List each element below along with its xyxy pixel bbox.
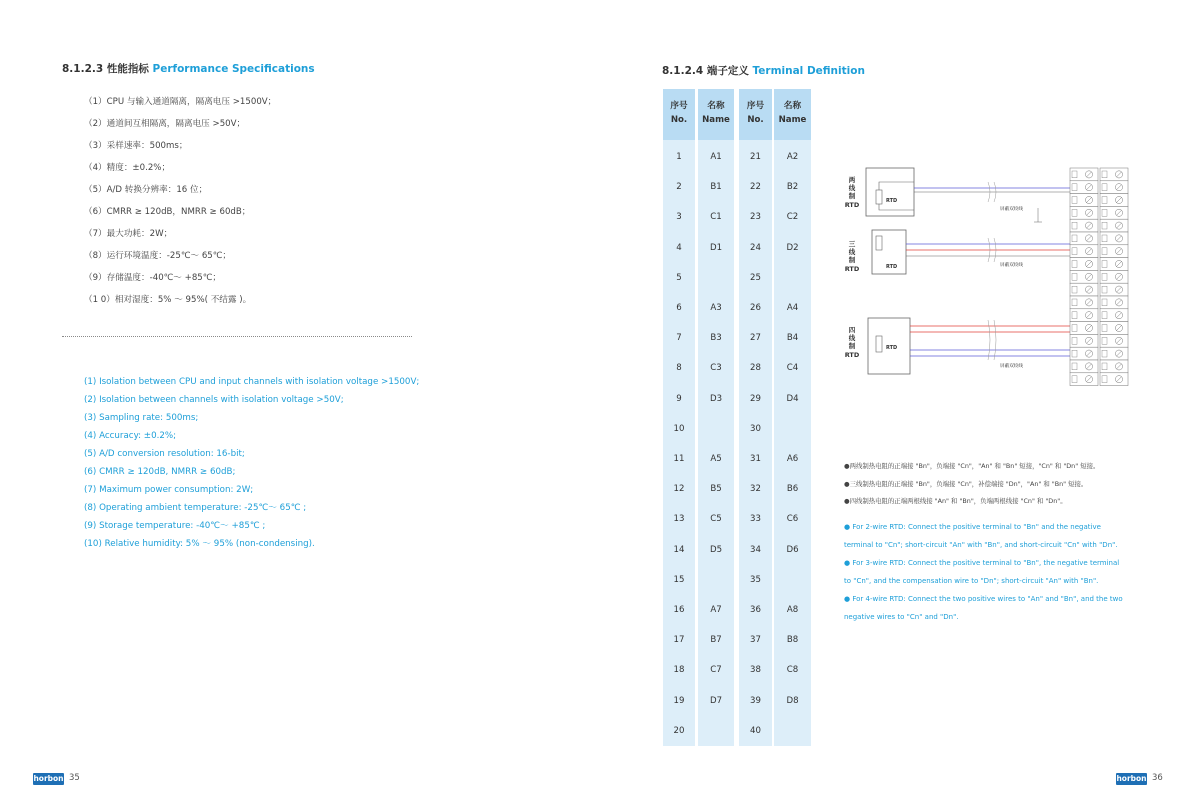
- table-cell-no: 5: [676, 272, 682, 283]
- divider: [62, 336, 412, 337]
- table-cell-no: 20: [673, 725, 685, 736]
- table-cell-name: D4: [786, 393, 799, 404]
- title-cn: 8.1.2.3 性能指标: [62, 63, 149, 75]
- spec-item-cn: （7）最大功耗：2W；: [84, 229, 173, 239]
- label-4wire-rtd: RTD: [844, 351, 860, 359]
- svg-text:屏蔽双绞线: 屏蔽双绞线: [1000, 263, 1023, 268]
- table-cell-no: 32: [750, 484, 761, 495]
- svg-text:屏蔽双绞线: 屏蔽双绞线: [1000, 364, 1023, 369]
- table-cell-no: 34: [750, 544, 761, 555]
- terminal-table: [663, 89, 811, 746]
- spec-item-en: (10) Relative humidity: 5% ～ 95% (non-condensing).: [84, 539, 315, 549]
- wires-4wire: [910, 320, 1070, 369]
- spec-list-en: [84, 373, 444, 553]
- table-cell-name: A3: [710, 303, 722, 313]
- title-cn: 8.1.2.4 端子定义: [662, 65, 749, 77]
- table-cell-no: 38: [750, 665, 761, 676]
- table-cell-name: [698, 716, 734, 746]
- table-cell-no: 16: [673, 605, 685, 615]
- table-cell-no: 40: [750, 725, 761, 736]
- spec-item-cn: （4）精度：±0.2%；: [84, 163, 171, 173]
- table-cell-name: A2: [786, 152, 799, 162]
- table-cell-name: D2: [786, 242, 799, 253]
- terminal-block: [1070, 168, 1128, 386]
- table-cell-name: C5: [710, 514, 722, 525]
- table-cell-name: [774, 565, 811, 595]
- table-header-no: 序号 No.: [739, 89, 772, 140]
- table-cell-name: C8: [786, 665, 799, 676]
- table-cell-name: B3: [710, 333, 722, 344]
- label-4wire-cn: 四: [848, 326, 856, 334]
- table-cell-name: C3: [710, 363, 722, 374]
- table-cell-no: 30: [750, 423, 761, 434]
- spec-item-cn: （6）CMRR ≥ 120dB，NMRR ≥ 60dB；: [84, 207, 251, 217]
- label-3wire-cn: 三: [848, 240, 856, 248]
- spec-item-en: (4) Accuracy: ±0.2%;: [84, 431, 177, 441]
- table-cell-no: 28: [750, 363, 761, 374]
- table-cell-name: C1: [710, 212, 722, 223]
- table-cell-no: 33: [750, 514, 761, 525]
- table-cell-no: 9: [676, 393, 682, 404]
- title-en: Terminal Definition: [752, 65, 865, 77]
- label-2wire-rtd: RTD: [844, 201, 860, 209]
- table-cell-name: C7: [710, 665, 722, 676]
- svg-text:RTD: RTD: [886, 264, 898, 270]
- svg-text:线: 线: [848, 248, 856, 256]
- table-cell-no: 8: [676, 363, 682, 374]
- table-cell-name: [774, 716, 811, 746]
- spec-item-cn: （8）运行环境温度：-25℃～ 65℃；: [84, 251, 232, 261]
- table-cell-no: 35: [750, 574, 761, 585]
- table-cell-no: 21: [750, 152, 761, 162]
- spec-item-cn: （3）采样速率：500ms；: [84, 141, 188, 151]
- label-2wire-cn: 两: [848, 176, 856, 184]
- wiring-notes-cn: [844, 458, 1099, 511]
- note-en: ● For 2-wire RTD: Connect the positive terminal to "Bn" and the negative: [844, 523, 1101, 531]
- table-cell-name: A4: [786, 303, 799, 313]
- svg-text:RTD: RTD: [886, 345, 898, 351]
- table-cell-no: 23: [750, 212, 761, 223]
- rtd-sensor-3wire: [872, 230, 906, 274]
- wires-2wire: [914, 182, 1070, 222]
- table-cell-no: 1: [676, 152, 682, 162]
- table-cell-no: 3: [676, 212, 682, 223]
- table-cell-no: 4: [676, 242, 682, 253]
- table-header-no: 序号 No.: [663, 89, 695, 140]
- table-cell-name: C6: [786, 514, 799, 525]
- table-cell-no: 13: [673, 514, 685, 525]
- table-cell-no: 24: [750, 242, 761, 253]
- table-cell-name: A7: [710, 605, 722, 615]
- table-cell-name: D8: [786, 695, 799, 706]
- table-cell-name: D3: [709, 393, 723, 404]
- table-cell-name: [698, 263, 734, 293]
- table-cell-name: A8: [786, 605, 799, 615]
- section-title-terminal: [662, 63, 865, 78]
- table-cell-name: [774, 414, 811, 444]
- table-cell-no: 2: [676, 182, 682, 193]
- table-cell-no: 37: [750, 635, 761, 646]
- spec-item-cn: （9）存储温度：-40℃～ +85℃；: [84, 273, 222, 283]
- note-cn: ●三线制热电阻的正端接 "Bn"，负端接 "Cn"，补偿端接 "Dn"，"An" 和 "Bn" 短接。: [844, 479, 1088, 488]
- table-cell-no: 10: [673, 423, 685, 434]
- spec-item-cn: （2）通道间互相隔离，隔离电压 >50V；: [84, 119, 246, 129]
- svg-text:RTD: RTD: [886, 198, 898, 204]
- note-en: negative wires to "Cn" and "Dn".: [844, 613, 959, 621]
- table-cell-name: B8: [786, 635, 799, 646]
- table-cell-name: [774, 263, 811, 293]
- table-cell-name: C2: [786, 212, 799, 223]
- table-cell-name: D7: [709, 695, 723, 706]
- table-cell-no: 6: [676, 303, 682, 313]
- spec-list-cn: [84, 91, 414, 311]
- table-cell-no: 27: [750, 333, 761, 344]
- brand-logo: horbon: [1116, 774, 1147, 783]
- note-cn: ●两线制热电阻的正端接 "Bn"，负端接 "Cn"，"An" 和 "Bn" 短接，"Cn" 和 "Dn" 短接。: [844, 462, 1100, 470]
- wires-3wire: [906, 238, 1070, 268]
- table-cell-no: 18: [673, 665, 685, 676]
- table-cell-no: 25: [750, 272, 761, 283]
- table-cell-no: 19: [673, 695, 685, 706]
- table-cell-no: 11: [673, 454, 685, 464]
- table-cell-name: B4: [786, 333, 799, 344]
- spec-item-en: (3) Sampling rate: 500ms;: [84, 413, 199, 423]
- rtd-wiring-diagram: [838, 160, 1138, 390]
- spec-item-cn: （1）CPU 与输入通道隔离，隔离电压 >1500V；: [84, 97, 277, 107]
- note-cn: ●四线制热电阻的正端两根线接 "An" 和 "Bn"，负端两根线接 "Cn" 和 "Dn"。: [844, 497, 1067, 505]
- table-cell-no: 29: [750, 393, 761, 404]
- table-cell-no: 36: [750, 605, 761, 615]
- svg-text:屏蔽双绞线: 屏蔽双绞线: [1000, 207, 1023, 212]
- table-cell-name: D5: [709, 544, 723, 555]
- spec-item-en: (6) CMRR ≥ 120dB, NMRR ≥ 60dB;: [84, 467, 236, 477]
- spec-item-en: (2) Isolation between channels with isolation voltage >50V;: [84, 395, 344, 405]
- spec-item-cn: （1 0）相对湿度：5% ～ 95%( 不结露 )。: [84, 295, 252, 305]
- table-cell-name: A1: [710, 152, 722, 162]
- table-cell-name: B2: [786, 182, 799, 193]
- svg-text:线: 线: [848, 184, 856, 192]
- table-cell-no: 26: [750, 303, 761, 313]
- rtd-sensor-2wire: [866, 168, 914, 216]
- svg-text:制: 制: [848, 342, 856, 350]
- title-en: Performance Specifications: [152, 63, 315, 75]
- table-cell-name: C4: [786, 363, 799, 374]
- brand-logo: horbon: [33, 774, 64, 783]
- note-en: ● For 4-wire RTD: Connect the two positive wires to "An" and "Bn", and the two: [844, 595, 1123, 603]
- wiring-notes-en: [844, 518, 1123, 626]
- spec-item-cn: （5）A/D 转换分辨率：16 位；: [84, 185, 208, 195]
- table-cell-name: B7: [710, 635, 722, 646]
- svg-text:线: 线: [848, 334, 856, 342]
- table-header-name: 名称 Name: [774, 89, 811, 140]
- table-cell-no: 15: [673, 574, 685, 585]
- table-cell-name: [698, 414, 734, 444]
- table-cell-no: 7: [676, 333, 682, 344]
- label-3wire-rtd: RTD: [844, 265, 860, 273]
- table-cell-name: B5: [710, 484, 722, 495]
- table-cell-name: B6: [786, 484, 799, 495]
- table-cell-name: A5: [710, 454, 722, 464]
- section-title-performance: [62, 61, 315, 76]
- table-cell-no: 22: [750, 182, 761, 193]
- table-cell-no: 17: [673, 635, 685, 646]
- table-cell-no: 12: [673, 484, 685, 495]
- table-cell-no: 39: [750, 695, 761, 706]
- table-cell-name: [698, 565, 734, 595]
- rtd-sensor-4wire: [868, 318, 910, 374]
- table-cell-name: B1: [710, 182, 722, 193]
- table-header-name: 名称 Name: [698, 89, 734, 140]
- note-en: to "Cn", and the compensation wire to "Dn"; short-circuit "An" with "Bn".: [844, 577, 1099, 585]
- table-cell-no: 31: [750, 454, 761, 464]
- page-number: 36: [1152, 773, 1163, 783]
- spec-item-en: (7) Maximum power consumption: 2W;: [84, 485, 254, 495]
- svg-text:制: 制: [848, 256, 856, 264]
- table-cell-no: 14: [673, 544, 685, 555]
- page-number: 35: [69, 773, 80, 783]
- table-cell-name: D6: [786, 544, 799, 555]
- note-en: terminal to "Cn"; short-circuit "An" with "Bn", and short-circuit "Cn" with "Dn".: [844, 541, 1118, 549]
- spec-item-en: (5) A/D conversion resolution: 16-bit;: [84, 449, 245, 459]
- spec-item-en: (1) Isolation between CPU and input channels with isolation voltage >1500V;: [84, 377, 420, 387]
- note-en: ● For 3-wire RTD: Connect the positive terminal to "Bn", the negative terminal: [844, 559, 1120, 567]
- spec-item-en: (8) Operating ambient temperature: -25℃～ 65℃ ;: [84, 503, 307, 513]
- table-cell-name: D1: [709, 242, 723, 253]
- svg-text:制: 制: [848, 192, 856, 200]
- table-cell-name: A6: [786, 454, 799, 464]
- spec-item-en: (9) Storage temperature: -40℃～ +85℃ ;: [84, 521, 266, 531]
